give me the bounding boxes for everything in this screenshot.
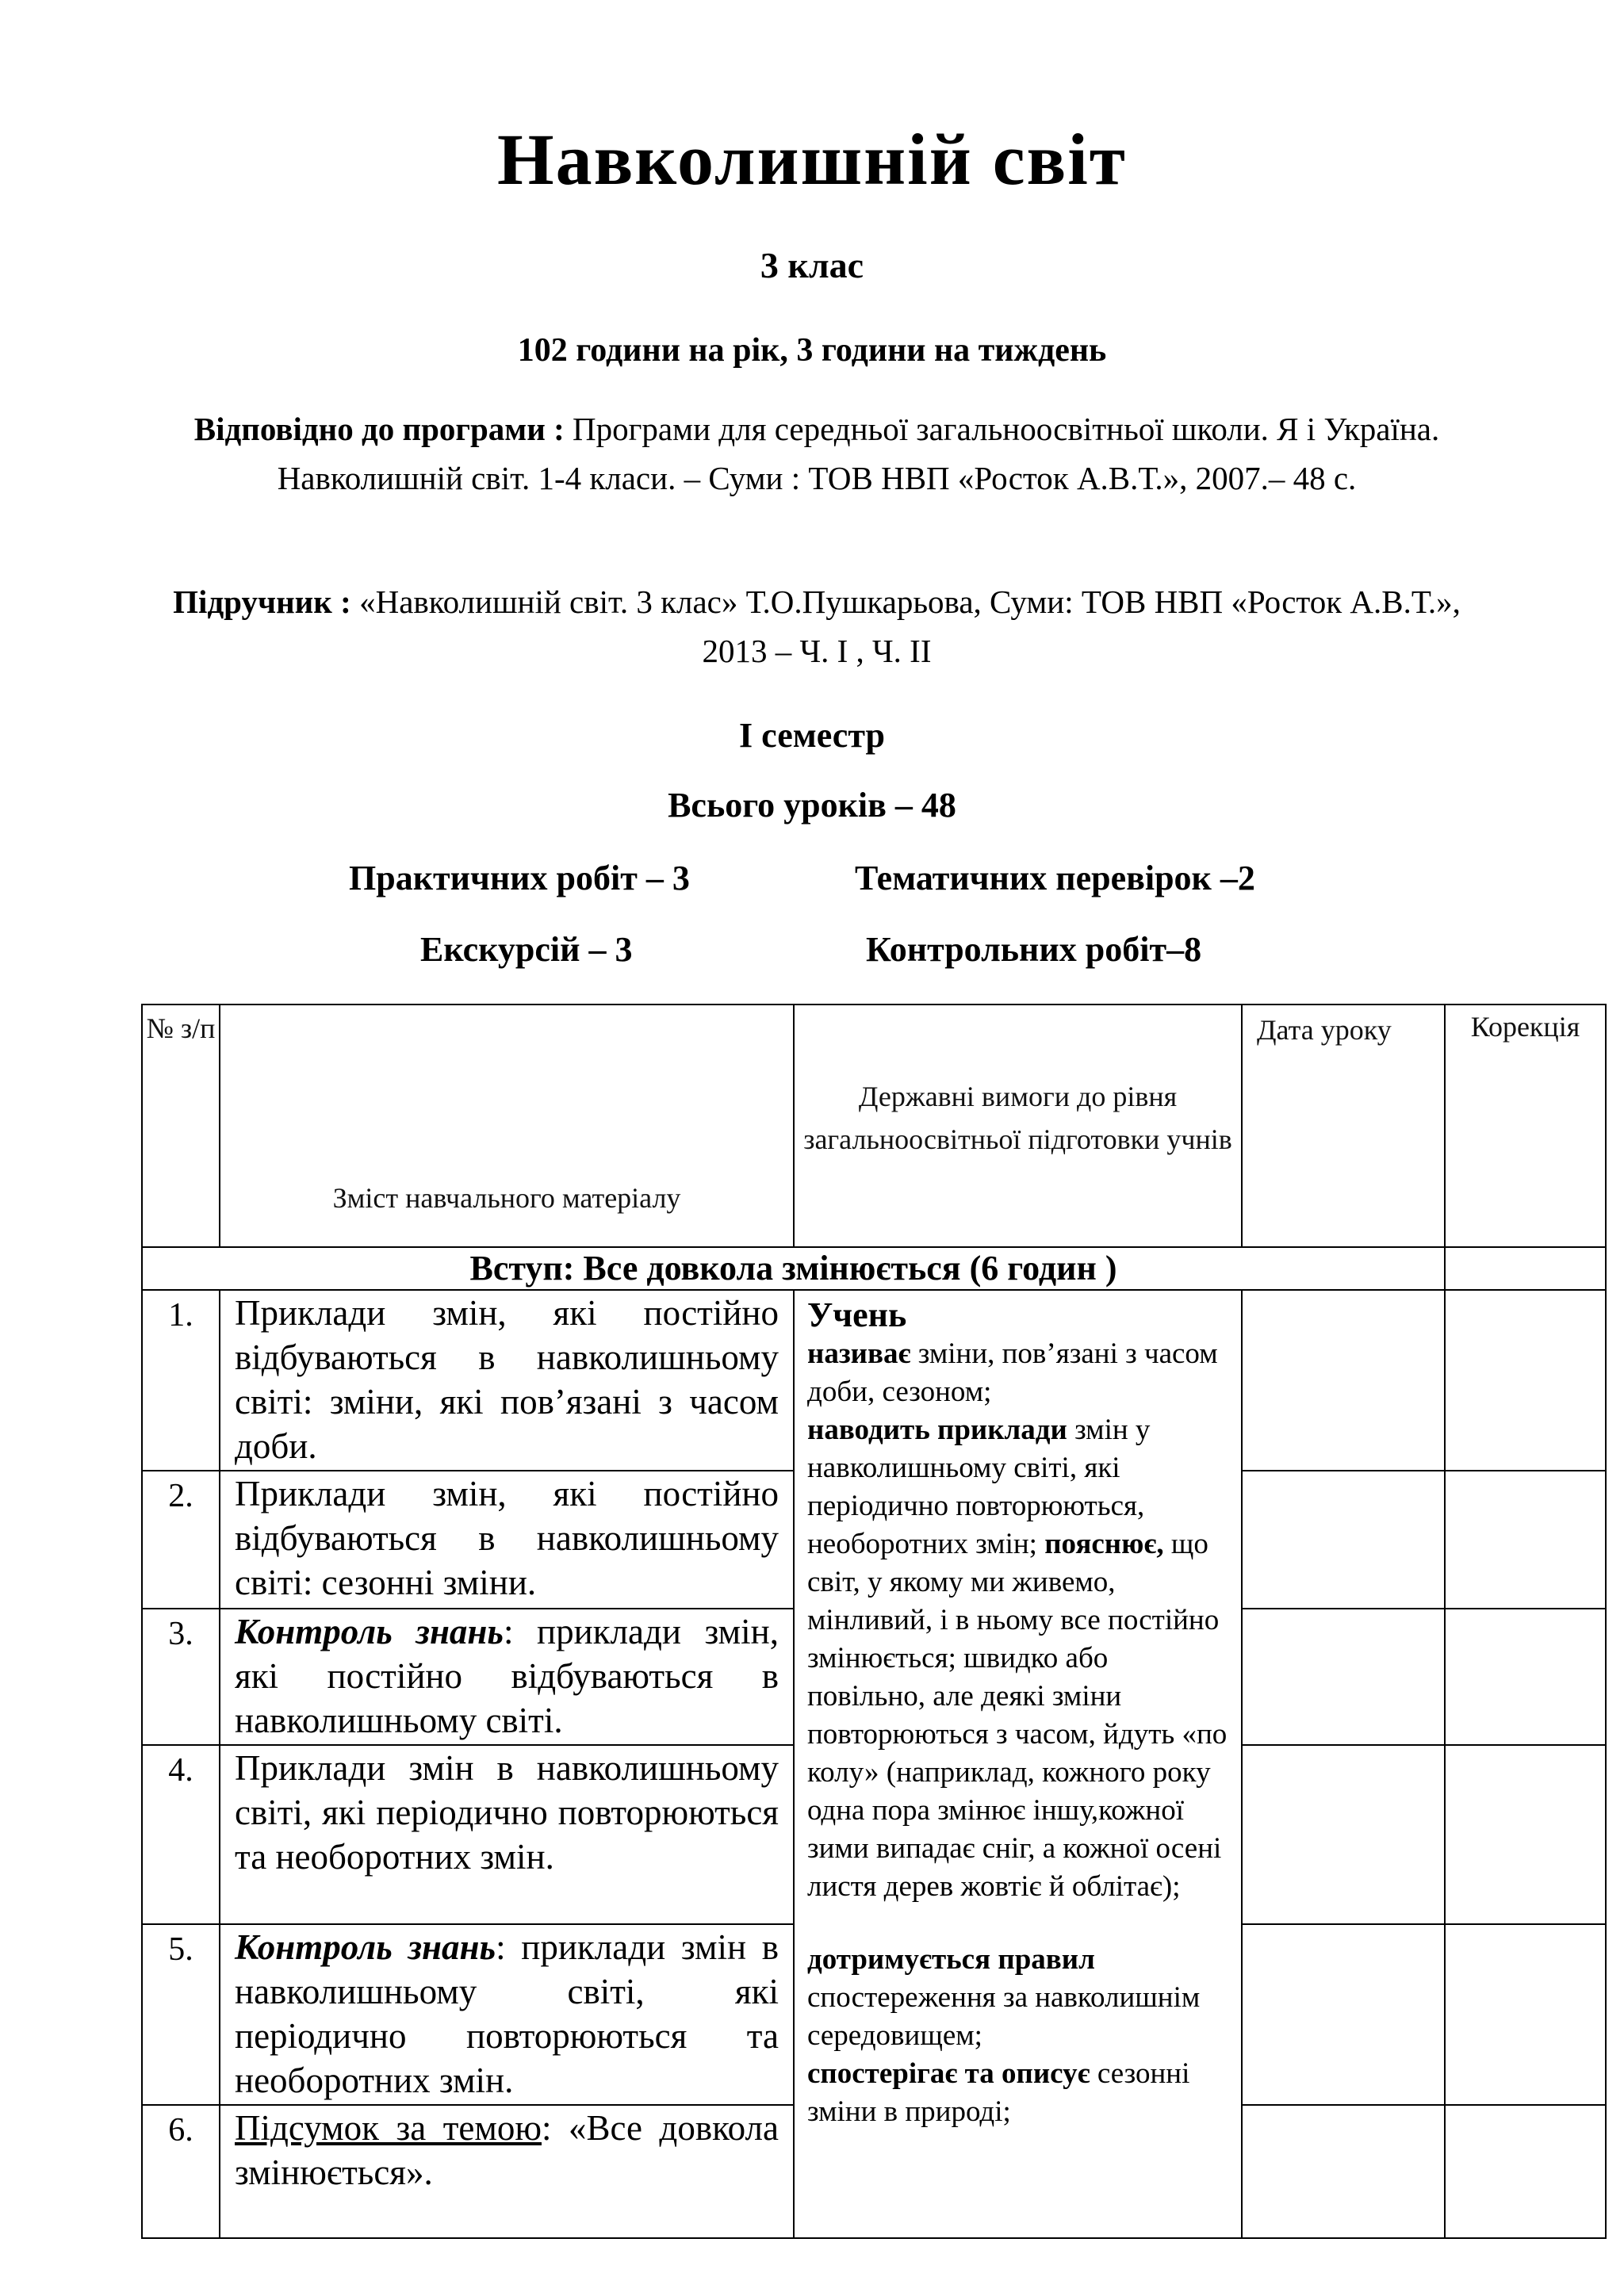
row-content: Підсумок за темою: «Все довкола змінюється». [220, 2105, 794, 2238]
textbook-reference [143, 577, 1491, 675]
row-correction-cell [1445, 1290, 1606, 1471]
requirement-examples: наводить приклади змін у навколишньому світі, які періодично повторюються, необоротних змін; пояснює, що світ, у якому ми живемо, мінливий, і в ньому все постійно змінюється; швидко або повільно, але деякі зміни повторюються з часом, йдуть «по колу» (наприклад, кожного року одна пора змінює іншу,кожної зими випадає сніг, а кожної осені листя дерев жовтіє й облітає); [807, 1414, 1228, 1903]
section-row [142, 1247, 1606, 1290]
row-correction-cell [1445, 1924, 1606, 2105]
program-label: Відповідно до програми : [193, 411, 565, 447]
program-text: Програми для середньої загальноосвітньої школи. Я і Україна. Навколишній світ. 1-4 класи. – Суми : ТОВ НВП «Росток А.В.Т.», 2007.– 48 с. [277, 411, 1440, 496]
requirement-names: називає зміни, пов’язані з часом доби, сезоном; [807, 1337, 1218, 1408]
row-number: 3. [142, 1609, 220, 1745]
row-content: Контроль знань: приклади змін в навколишньому світі, які періодично повторюються та необоротних змін. [220, 1924, 794, 2105]
document-title: Навколишній світ [497, 119, 1127, 200]
row-number: 4. [142, 1745, 220, 1924]
header-date: Дата уроку [1242, 1004, 1445, 1247]
row-number: 2. [142, 1471, 220, 1609]
learner-label: Учень [807, 1295, 907, 1334]
total-lessons: Всього уроків – 48 [668, 786, 956, 825]
table-header-row [142, 1004, 1606, 1247]
control-lead: Контроль знань [235, 1927, 496, 1967]
row-date-cell [1242, 1924, 1445, 2105]
thematic-checks-count: Тематичних перевірок –2 [855, 859, 1255, 897]
excursions-count: Екскурсій – 3 [420, 930, 633, 969]
control-lead: Контроль знань [235, 1612, 504, 1651]
row-correction-cell [1445, 2105, 1606, 2238]
row-date-cell [1242, 1290, 1445, 1471]
grade-heading: 3 клас [760, 245, 864, 285]
row-content: Приклади змін, які постійно відбуваються в навколишньому світі: сезонні зміни. [220, 1471, 794, 1609]
row-content: Приклади змін, які постійно відбуваються в навколишньому світі: зміни, які пов’язані з часом доби. [220, 1290, 794, 1471]
hours-heading: 102 години на рік, 3 години на тиждень [517, 332, 1107, 369]
row-number: 6. [142, 2105, 220, 2238]
requirement-observation-rules: дотримується правил спостереження за навколишнім середовищем; [807, 1943, 1201, 2052]
header-correction: Корекція [1445, 1004, 1606, 1247]
section-correction-cell [1445, 1247, 1606, 1290]
section-title: Вступ: Все довкола змінюється (6 годин ) [142, 1247, 1445, 1290]
lesson-plan-table [141, 1004, 1607, 2239]
row-number: 1. [142, 1290, 220, 1471]
control-works-count: Контрольних робіт–8 [866, 930, 1202, 969]
practical-works-count: Практичних робіт – 3 [349, 859, 690, 897]
requirement-seasonal: спостерігає та описує сезонні зміни в природі; [807, 2057, 1190, 2128]
header-content: Зміст навчального матеріалу [220, 1004, 794, 1247]
row-date-cell [1242, 1471, 1445, 1609]
header-requirements: Державні вимоги до рівня загальноосвітньої підготовки учнів [794, 1004, 1242, 1247]
program-reference [143, 404, 1491, 503]
textbook-text: «Навколишній світ. 3 клас» Т.О.Пушкарьова, Суми: ТОВ НВП «Росток А.В.Т.», 2013 – Ч. І , Ч. ІІ [359, 584, 1461, 669]
textbook-label: Підручник : [173, 584, 351, 620]
row-content: Контроль знань: приклади змін, які постійно відбуваються в навколишньому світі. [220, 1609, 794, 1745]
row-correction-cell [1445, 1609, 1606, 1745]
row-number: 5. [142, 1924, 220, 2105]
row-date-cell [1242, 2105, 1445, 2238]
requirements-cell [794, 1290, 1242, 2238]
summary-lead: Підсумок за темою [235, 2108, 542, 2148]
header-number: № з/п [142, 1004, 220, 1247]
row-content: Приклади змін в навколишньому світі, які періодично повторюються та необоротних змін. [220, 1745, 794, 1924]
row-correction-cell [1445, 1745, 1606, 1924]
row-correction-cell [1445, 1471, 1606, 1609]
semester-heading: І семестр [739, 716, 885, 755]
row-date-cell [1242, 1745, 1445, 1924]
table-row [142, 1290, 1606, 1471]
row-date-cell [1242, 1609, 1445, 1745]
